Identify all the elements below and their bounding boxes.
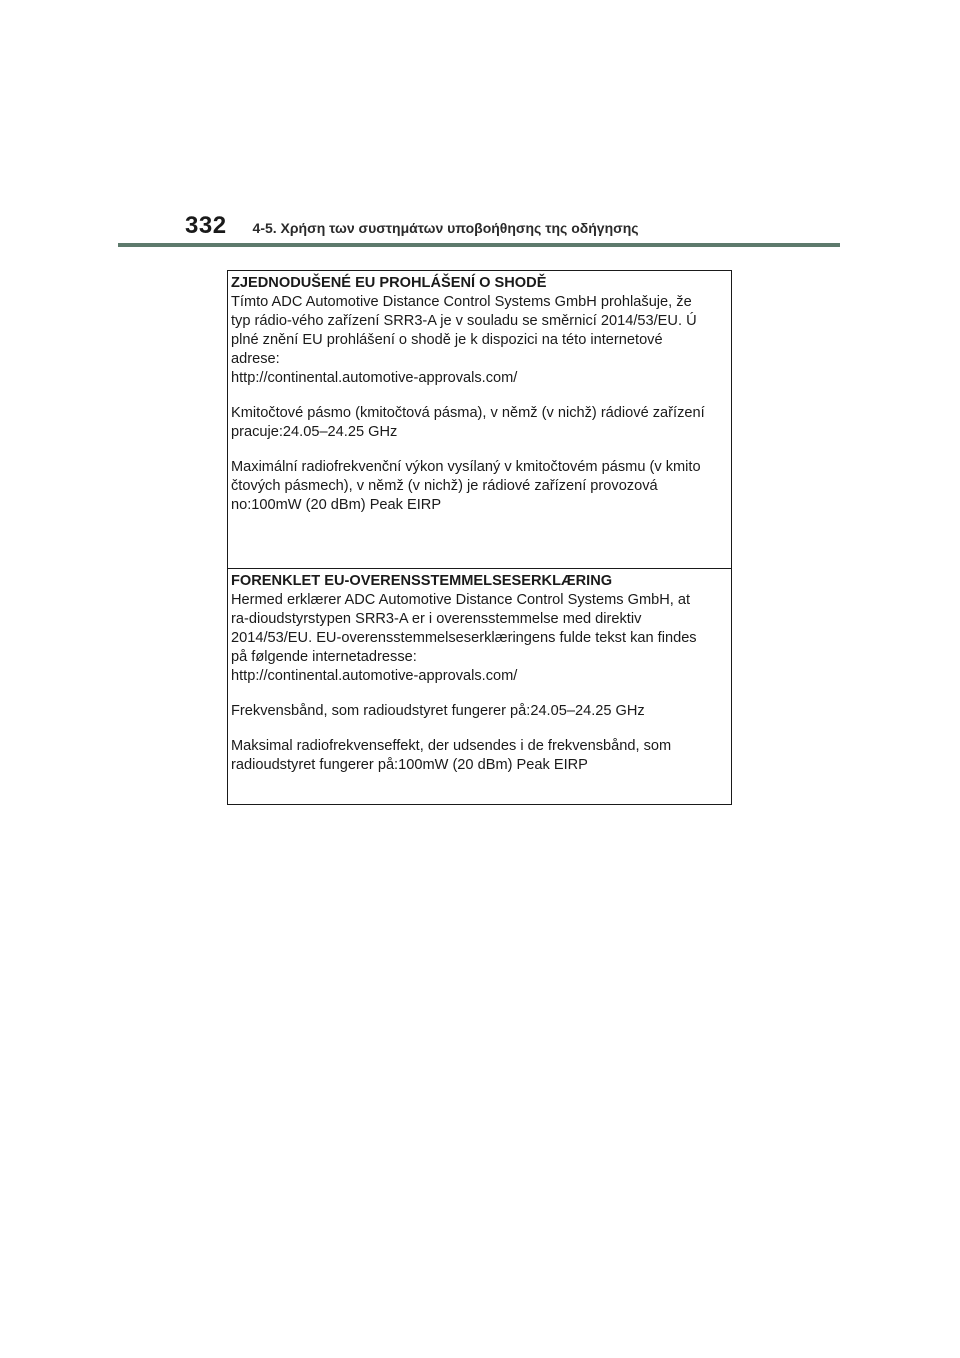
declaration-box [227, 270, 732, 805]
section-title: 4-5. Χρήση των συστημάτων υποβοήθησης της οδήγησης [252, 220, 639, 236]
danish-line: på følgende internetadresse: [231, 649, 417, 665]
czech-line: adrese: [231, 351, 280, 367]
danish-line: Frekvensbånd, som radioudstyret fungerer på:24.05–24.25 GHz [231, 703, 645, 719]
czech-line: plné znění EU prohlášení o shodě je k dispozici na této internetové [231, 332, 663, 348]
danish-declaration [228, 569, 731, 804]
danish-line: radioudstyret fungerer på:100mW (20 dBm) Peak EIRP [231, 757, 588, 773]
czech-line: Maximální radiofrekvenční výkon vysílaný v kmitočtovém pásmu (v kmito [231, 459, 701, 475]
czech-line: Kmitočtové pásmo (kmitočtová pásma), v němž (v nichž) rádiové zařízení [231, 405, 705, 421]
danish-line: ra-dioudstyrstypen SRR3-A er i overensstemmelse med direktiv [231, 611, 642, 627]
czech-line: typ rádio-vého zařízení SRR3-A je v souladu se směrnicí 2014/53/EU. Ú [231, 313, 697, 329]
danish-line: 2014/53/EU. EU-overensstemmelseserklæringens fulde tekst kan findes [231, 630, 697, 646]
danish-line: Maksimal radiofrekvenseffekt, der udsendes i de frekvensbånd, som [231, 738, 672, 754]
czech-declaration [228, 271, 731, 569]
czech-line: no:100mW (20 dBm) Peak EIRP [231, 497, 442, 513]
header-rule [118, 243, 840, 247]
czech-line: Tímto ADC Automotive Distance Control Systems GmbH prohlašuje, že [231, 294, 692, 310]
danish-line: Hermed erklærer ADC Automotive Distance Control Systems GmbH, at [231, 592, 691, 608]
czech-line: čtových pásmech), v němž (v nichž) je rádiové zařízení provozová [231, 478, 658, 494]
czech-heading: ZJEDNODUŠENÉ EU PROHLÁŠENÍ O SHODĚ [231, 275, 547, 291]
page-number: 332 [185, 212, 227, 239]
czech-url: http://continental.automotive-approvals.com/ [231, 370, 518, 386]
danish-heading: FORENKLET EU-OVERENSSTEMMELSESERKLÆRING [231, 573, 613, 589]
page-header [185, 212, 639, 246]
czech-line: pracuje:24.05–24.25 GHz [231, 424, 398, 440]
danish-url: http://continental.automotive-approvals.com/ [231, 668, 518, 684]
